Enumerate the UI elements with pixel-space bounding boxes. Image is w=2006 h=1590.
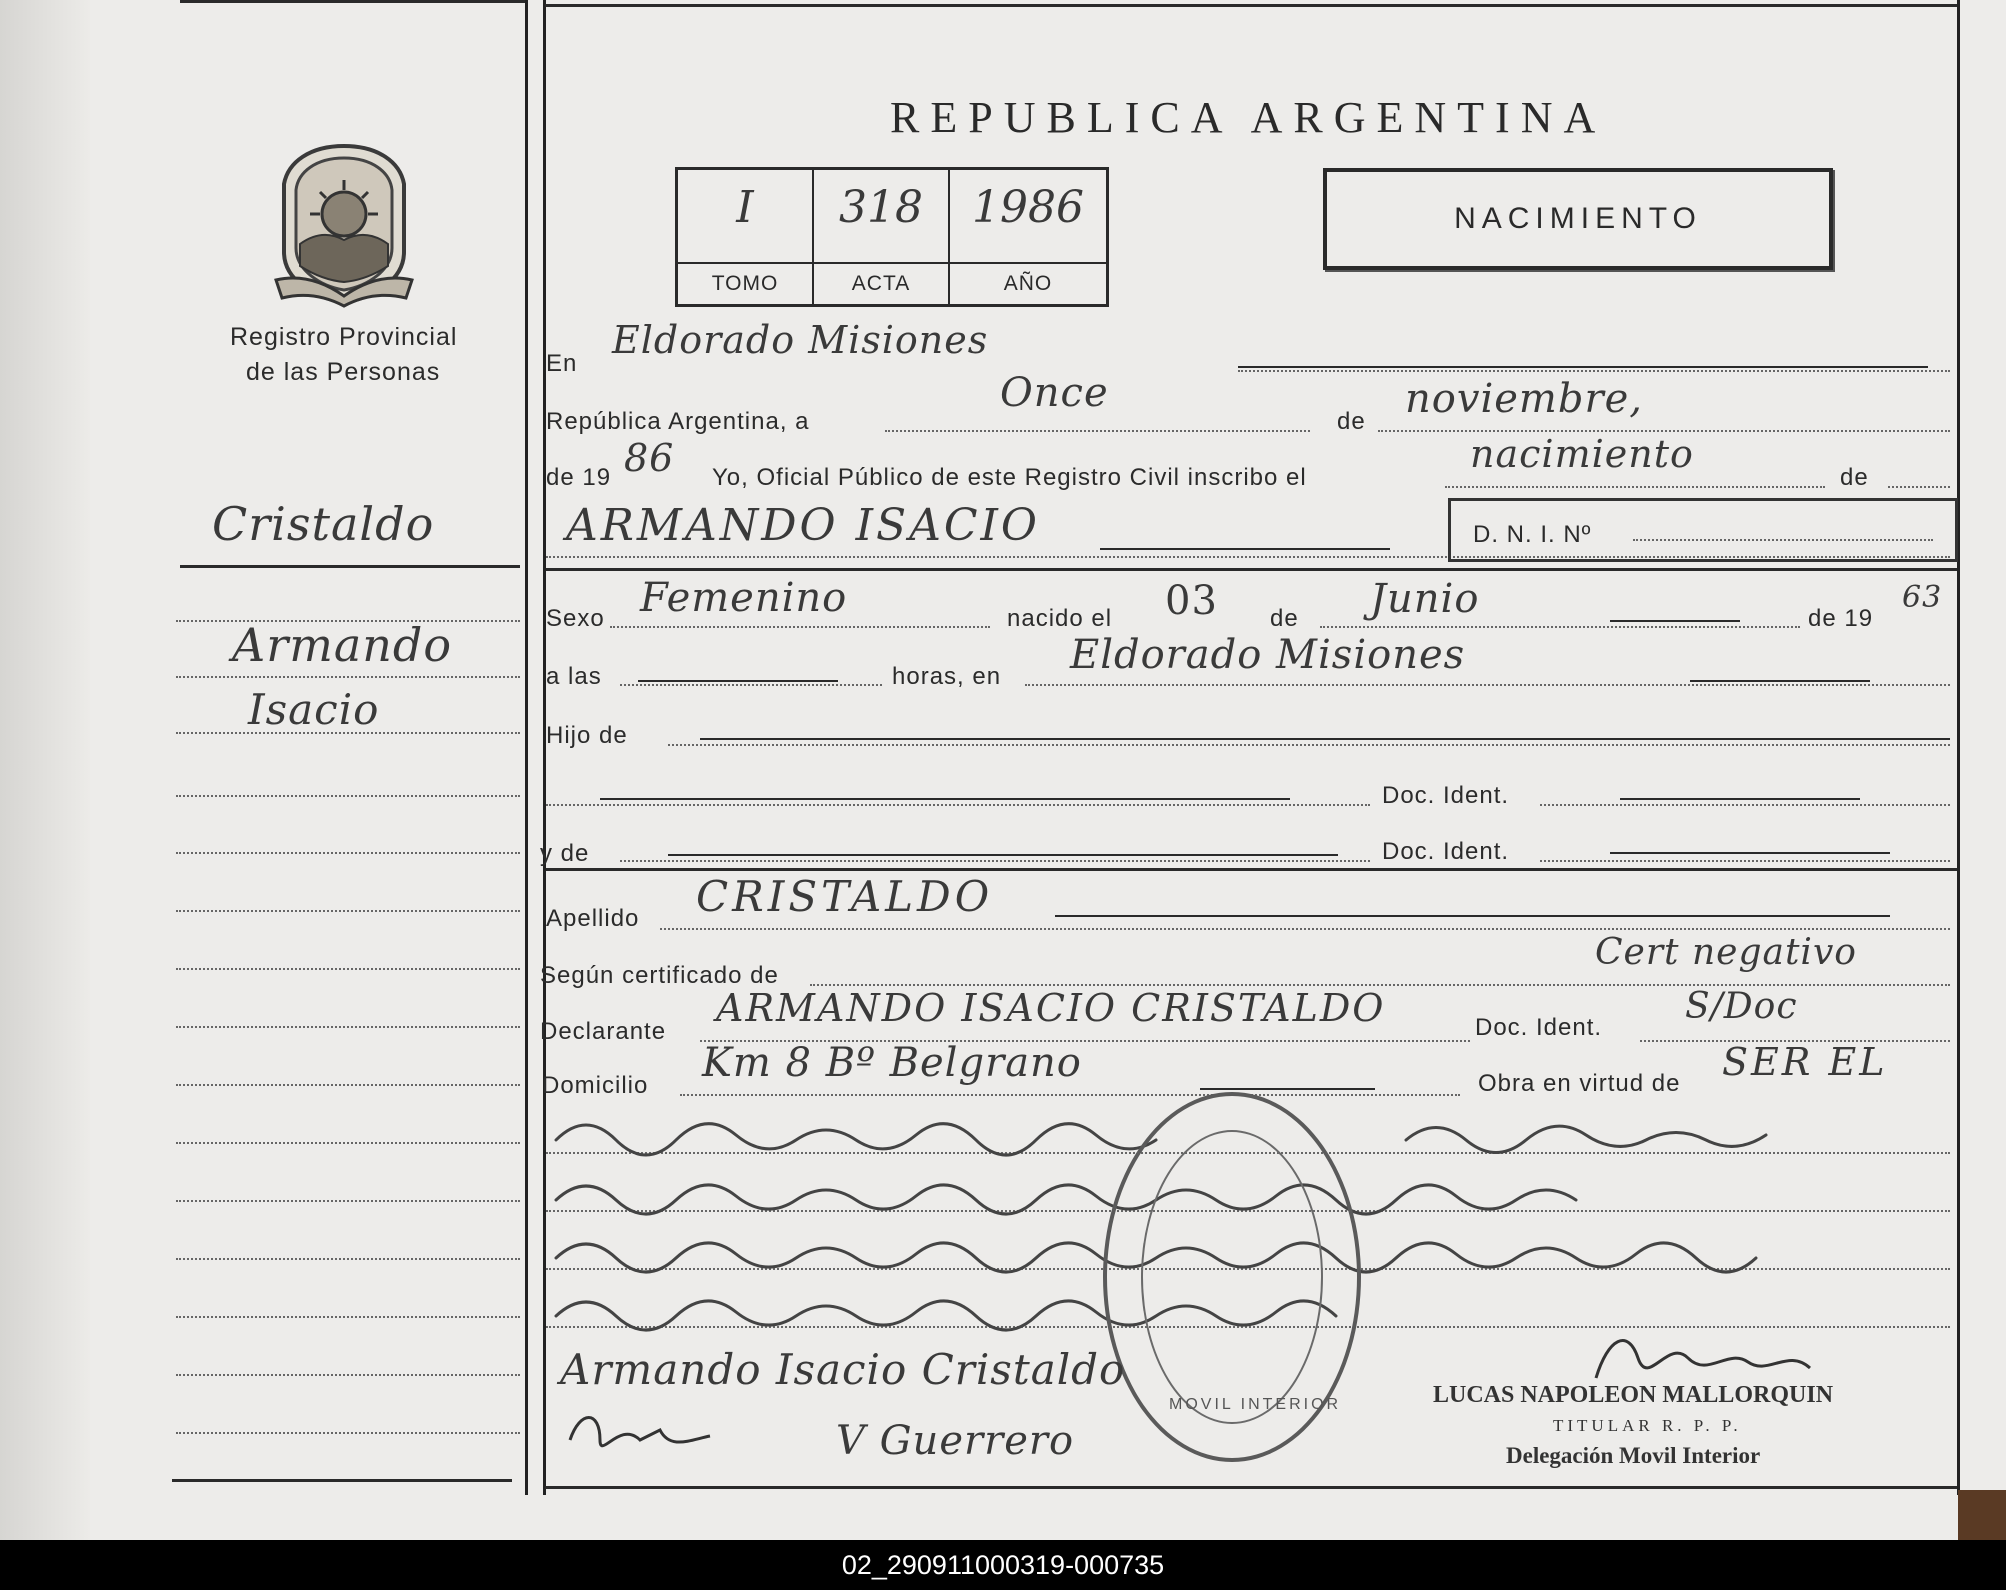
doc2-rule — [1610, 852, 1890, 854]
horas-dotted-line — [620, 684, 882, 686]
domicilio-value: Km 8 Bº Belgrano — [702, 1040, 1082, 1086]
declarante-doc-value: S/Doc — [1685, 986, 1798, 1027]
de-label-2: de — [1840, 464, 1869, 491]
registry-name-line2: de las Personas — [246, 358, 441, 386]
margin-dotted-line — [176, 1142, 520, 1144]
record-type-label: NACIMIENTO — [1454, 202, 1702, 235]
en-label: En — [546, 350, 578, 377]
mes-value: noviembre, — [1405, 376, 1643, 422]
margin-divider — [525, 0, 528, 1495]
margin-dotted-line — [176, 1258, 520, 1260]
nacido-mes-dotted-line — [1320, 626, 1800, 628]
margin-dotted-line — [176, 1374, 520, 1376]
record-number-grid — [675, 167, 1109, 307]
doc1-rule — [1620, 798, 1860, 800]
en-dotted-line — [1238, 370, 1950, 372]
parent1-rule — [600, 798, 1290, 800]
official-signature — [1588, 1318, 1818, 1398]
de-label: de — [1337, 408, 1366, 435]
margin-dotted-line — [176, 620, 520, 622]
inscribo-value: nacimiento — [1470, 432, 1694, 476]
nacido-anio-value: 63 — [1902, 580, 1943, 615]
initials-signature — [560, 1400, 720, 1470]
nombre-rule — [1100, 548, 1390, 550]
nacido-mes-value: Junio — [1370, 576, 1480, 622]
seal-inner-ring — [1141, 1130, 1323, 1424]
apellido-dotted-line — [660, 928, 1950, 930]
acta-value: 318 — [839, 182, 923, 233]
apellido-value: CRISTALDO — [696, 872, 994, 921]
margin-dotted-line — [176, 1200, 520, 1202]
alas-label: a las — [546, 663, 602, 690]
margin-dotted-line — [176, 1316, 520, 1318]
seal-ring-text: MOVIL INTERIOR — [1169, 1396, 1342, 1413]
doc1-dotted-line — [1540, 804, 1950, 806]
de-label-3: de — [1270, 605, 1299, 632]
top-border-right — [545, 4, 1957, 7]
domicilio-label: Domicilio — [542, 1072, 649, 1099]
lugar-rule — [1690, 680, 1870, 682]
dni-label: D. N. I. Nº — [1473, 521, 1592, 548]
margin-dotted-line — [176, 795, 520, 797]
segun-label: Según certificado de — [540, 962, 779, 989]
apellido-label: Apellido — [546, 905, 640, 932]
margin-dotted-line — [176, 1026, 520, 1028]
nacido-dia-value: 03 — [1165, 578, 1218, 624]
doc-ident-label-2: Doc. Ident. — [1382, 838, 1510, 865]
de19-label-2: de 19 — [1808, 605, 1874, 632]
section-rule-2 — [546, 868, 1957, 871]
lugar-value: Eldorado Misiones — [1070, 632, 1466, 678]
declarante-value: ARMANDO ISACIO CRISTALDO — [716, 986, 1386, 1030]
record-type-box — [1323, 168, 1833, 270]
doc2-dotted-line — [1540, 860, 1950, 862]
sexo-label: Sexo — [546, 605, 605, 632]
doc-ident-label-3: Doc. Ident. — [1475, 1014, 1603, 1041]
official-name-stamp: LUCAS NAPOLEON MALLORQUIN — [1433, 1382, 1834, 1408]
parent2-dotted-line — [620, 860, 1370, 862]
acta-cell — [814, 170, 950, 304]
official-title-stamp: TITULAR R. P. P. — [1553, 1416, 1742, 1435]
hijo-dotted-line — [668, 744, 1950, 746]
domicilio-rule — [1200, 1088, 1375, 1090]
section-rule — [546, 568, 1957, 571]
anio-value: 1986 — [972, 182, 1084, 233]
margin-surname-rule — [180, 565, 520, 568]
registry-name-line1: Registro Provincial — [230, 323, 458, 351]
tomo-label: TOMO — [678, 262, 812, 304]
tomo-cell — [678, 170, 814, 304]
sexo-value: Femenino — [640, 575, 848, 621]
file-id-caption: 02_290911000319-000735 — [0, 1540, 2006, 1590]
anio-handwritten: 86 — [624, 436, 675, 480]
dia-dotted-line — [885, 430, 1310, 432]
dia-value: Once — [1000, 370, 1109, 416]
margin-surname: Cristaldo — [212, 497, 435, 551]
country-title: REPUBLICA ARGENTINA — [890, 93, 1607, 142]
parent2-rule — [668, 854, 1338, 856]
witness-signature: V Guerrero — [836, 1418, 1075, 1464]
anio-cell — [950, 170, 1106, 304]
nacido-label: nacido el — [1007, 605, 1113, 632]
page-binding-shadow — [0, 0, 90, 1540]
dni-dotted-line — [1633, 539, 1933, 541]
acta-label: ACTA — [814, 262, 948, 304]
apellido-rule — [1055, 915, 1890, 917]
margin-dotted-line — [176, 1084, 520, 1086]
top-border-left — [180, 0, 525, 3]
declarant-signature: Armando Isacio Cristaldo — [560, 1345, 1126, 1394]
yde-label: y de — [540, 840, 590, 867]
form-right-border — [1957, 0, 1960, 1495]
obra-label: Obra en virtud de — [1478, 1070, 1681, 1097]
sexo-dotted-line — [610, 626, 990, 628]
anio-label: AÑO — [950, 262, 1106, 304]
margin-dotted-line — [176, 968, 520, 970]
margin-given-name-line1: Armando — [232, 618, 453, 672]
nacido-mes-rule — [1610, 620, 1740, 622]
de19-label: de 19 — [546, 464, 612, 491]
yo-label: Yo, Oficial Público de este Registro Civil inscribo el — [712, 464, 1307, 491]
hijo-rule — [700, 738, 1950, 740]
horas-label: horas, en — [892, 663, 1002, 690]
segun-value: Cert negativo — [1595, 932, 1857, 973]
en-value: Eldorado Misiones — [612, 318, 989, 362]
nombre-value: ARMANDO ISACIO — [566, 500, 1040, 551]
margin-dotted-line — [176, 910, 520, 912]
parent1-dotted-line — [546, 804, 1370, 806]
bottom-border-left — [172, 1479, 512, 1482]
margin-dotted-line — [176, 1432, 520, 1434]
republica-label: República Argentina, a — [546, 408, 810, 435]
doc-ident-label-1: Doc. Ident. — [1382, 782, 1510, 809]
obra-value: SER EL — [1722, 1040, 1888, 1084]
misiones-coat-of-arms — [270, 140, 418, 308]
margin-dotted-line — [176, 676, 520, 678]
en-rule — [1238, 366, 1928, 368]
tomo-value: I — [736, 182, 754, 233]
domicilio-dotted-line — [680, 1094, 1460, 1096]
bottom-border-right — [545, 1486, 1957, 1489]
official-office-stamp: Delegación Movil Interior — [1506, 1443, 1761, 1468]
inscribo-dotted-line — [1445, 486, 1825, 488]
official-seal — [1103, 1092, 1361, 1462]
page-edge — [1958, 1490, 2006, 1540]
hijo-label: Hijo de — [546, 722, 628, 749]
lugar-dotted-line — [1025, 684, 1950, 686]
margin-dotted-line — [176, 732, 520, 734]
dni-box — [1448, 498, 1958, 562]
de2-dotted-line — [1888, 486, 1950, 488]
horas-rule — [638, 680, 838, 682]
margin-given-name-line2: Isacio — [248, 685, 380, 734]
declarante-label: Declarante — [540, 1018, 667, 1045]
margin-dotted-line — [176, 852, 520, 854]
